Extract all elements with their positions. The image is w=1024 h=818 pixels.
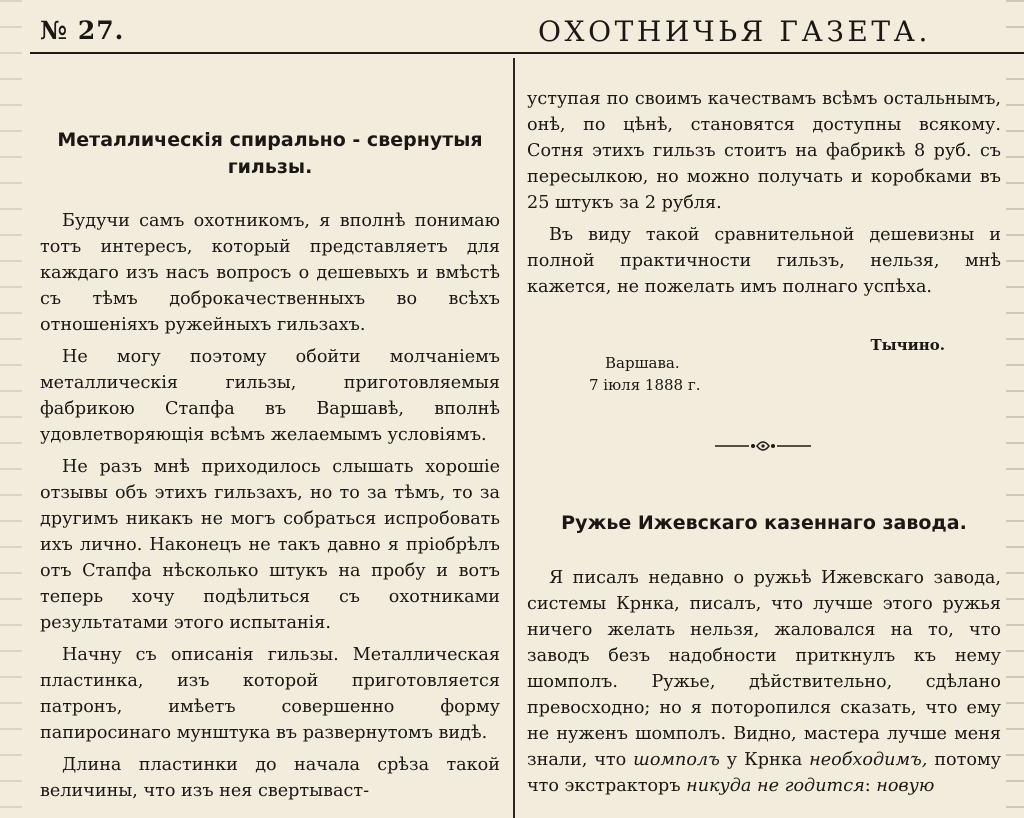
- article2-text: у Крнка: [719, 750, 810, 770]
- right-page-bleed: [1006, 0, 1024, 817]
- article1-body: [40, 208, 500, 804]
- article2-paragraph: [527, 565, 1001, 799]
- article2-text: потому что экстракторъ: [527, 750, 1001, 796]
- article2-heading: Ружье Ижевскаго казеннаго завода.: [561, 512, 967, 534]
- ornament-divider-icon: [713, 438, 813, 454]
- column-divider: [513, 58, 515, 818]
- article1-continuation: [527, 86, 1001, 300]
- article1-paragraph: Будучи самъ охотникомъ, я вполнѣ понимаю тотъ интересъ, который представляетъ для каждаго изъ насъ вопросъ о дешевыхъ и вмѣстѣ съ тѣмъ доброкачественныхъ во всѣхъ отношенiяхъ ружейныхъ гильзахъ.: [40, 211, 500, 335]
- article2-text: Я писалъ недавно о ружьѣ Ижевскаго завода, системы Крнка, писалъ, что лучше этого ружья ничего желать нельзя, жаловался на то, что заводъ безъ надобности приткнулъ къ нему шомполъ. Ружье, дѣйствительно, сдѣлано превосходно; но я поторопился сказать, что ему не нуженъ шомполъ. Видно, мастера лучше меня знали, что: [527, 568, 1001, 770]
- article1-paragraph: Не разъ мнѣ приходилось слышать хорошiе отзывы объ этихъ гильзахъ, но то за тѣмъ, то за другимъ никакъ не могъ собраться испробовать ихъ лично. Наконецъ не такъ давно я прiобрѣлъ отъ Стапфа нѣсколько штукъ на пробу и вотъ теперь хочу подѣлиться съ охотниками результатами этого испытанiя.: [40, 457, 500, 633]
- newspaper-title: ОХОТНИЧЬЯ ГАЗЕТА.: [538, 15, 931, 48]
- continuation-paragraph: уступая по своимъ качествамъ всѣмъ остальнымъ, онѣ, по цѣнѣ, становятся доступны всякому. Сотня этихъ гильзъ стоитъ на фабрикѣ 8 руб. съ пересылкою, но можно получать и коробками въ 25 штукъ за 2 рубля.: [527, 89, 1001, 213]
- author-signature: Тычино.: [870, 336, 945, 354]
- article1-paragraph: Начну съ описанiя гильзы. Металлическая пластинка, изъ которой приготовляется патронъ, имѣетъ совершенно форму папиросинаго мунштука въ развернутомъ видѣ.: [40, 645, 500, 743]
- dateline-date: 7 iюля 1888 г.: [589, 376, 701, 394]
- article1-paragraph: Длина пластинки до начала срѣза такой величины, что изъ нея свертываст-: [40, 755, 500, 801]
- header-rule: [30, 52, 1024, 54]
- dateline-place: Варшава.: [605, 354, 680, 372]
- article2-body: [527, 565, 1001, 799]
- issue-number: № 27.: [40, 16, 125, 45]
- article2-text: :: [864, 776, 877, 796]
- article2-italic: шомполъ: [633, 750, 720, 770]
- continuation-paragraph: Въ виду такой сравнительной дешевизны и полной практичности гильзъ, нельзя, мнѣ кажется, не пожелать имъ полнаго успѣха.: [527, 225, 1001, 297]
- left-page-bleed: [0, 0, 22, 817]
- article1-paragraph: Не могу поэтому обойти молчанiемъ металлическiя гильзы, приготовляемыя фабрикою Стапфа въ Варшавѣ, вполнѣ удовлетворяющiя всѣмъ желаемымъ условiямъ.: [40, 347, 500, 445]
- article2-italic: новую: [876, 776, 935, 796]
- article2-italic: необходимъ,: [809, 750, 928, 770]
- article2-italic: никуда не годится: [686, 776, 865, 796]
- article1-heading: Металлическiя спирально - свернутыя гильзы.: [57, 129, 483, 178]
- page-header: [0, 0, 1024, 54]
